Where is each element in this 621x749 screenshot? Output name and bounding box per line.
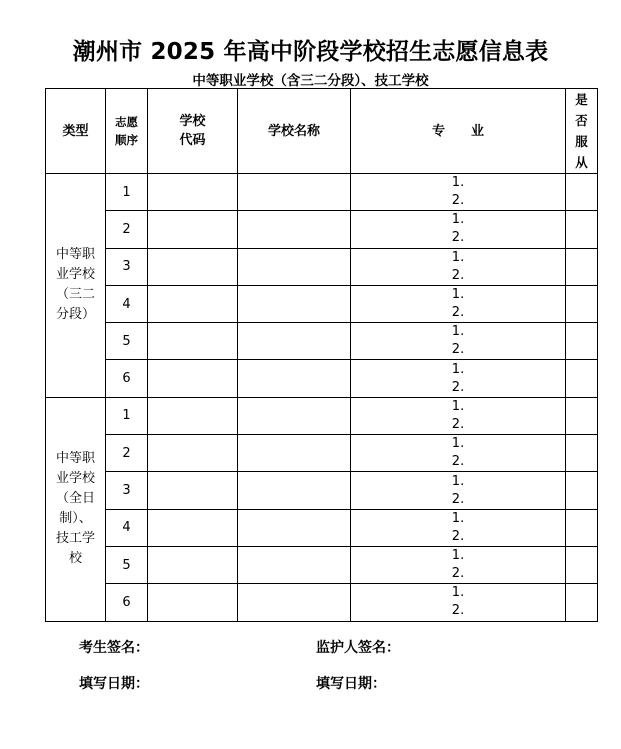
choice-order: 6 xyxy=(106,360,148,397)
school-name-cell[interactable] xyxy=(238,211,351,248)
school-code-cell[interactable] xyxy=(148,285,238,322)
school-code-cell[interactable] xyxy=(148,509,238,546)
group-type-line: 中等职 xyxy=(55,451,95,467)
choice-order: 4 xyxy=(106,509,148,546)
major-item-number: 2. xyxy=(451,305,465,321)
choice-order: 2 xyxy=(106,211,148,248)
major-item-number: 2. xyxy=(451,342,465,358)
choice-order: 5 xyxy=(106,546,148,583)
major-item-number: 1. xyxy=(451,361,465,377)
school-name-cell[interactable] xyxy=(238,397,351,434)
choice-row xyxy=(46,546,598,583)
major-item-number: 2. xyxy=(451,193,465,209)
school-name-cell[interactable] xyxy=(238,435,351,472)
major-item-number: 2. xyxy=(451,267,465,283)
major-cell[interactable] xyxy=(351,546,566,583)
header-obey-4: 从 xyxy=(575,155,588,170)
major-cell[interactable] xyxy=(351,323,566,360)
major-item-number: 1. xyxy=(451,324,465,340)
group-type-label xyxy=(46,397,106,621)
major-item-number: 2. xyxy=(451,603,465,619)
header-row xyxy=(46,89,598,174)
obey-cell[interactable] xyxy=(566,174,598,211)
major-item-number: 2. xyxy=(451,491,465,507)
obey-cell[interactable] xyxy=(566,285,598,322)
obey-cell[interactable] xyxy=(566,584,598,621)
group-type-line: 中等职 xyxy=(55,247,95,263)
school-name-cell[interactable] xyxy=(238,360,351,397)
school-code-cell[interactable] xyxy=(148,435,238,472)
choice-order: 5 xyxy=(106,323,148,360)
school-code-cell[interactable] xyxy=(148,360,238,397)
form-title: 潮州市 2025 年高中阶段学校招生志愿信息表 xyxy=(72,39,549,65)
major-item-number: 1. xyxy=(451,287,465,303)
application-table xyxy=(45,88,598,622)
guardian-date-label: 填写日期： xyxy=(316,676,386,692)
school-name-cell[interactable] xyxy=(238,323,351,360)
school-name-cell[interactable] xyxy=(238,248,351,285)
school-name-cell[interactable] xyxy=(238,546,351,583)
header-obey xyxy=(566,89,598,174)
header-code-line1: 学校 xyxy=(179,114,206,129)
school-name-cell[interactable] xyxy=(238,285,351,322)
major-item-number: 1. xyxy=(451,175,465,191)
choice-row xyxy=(46,285,598,322)
choice-row xyxy=(46,509,598,546)
obey-cell[interactable] xyxy=(566,323,598,360)
guardian-signature-label: 监护人签名： xyxy=(316,640,400,656)
obey-cell[interactable] xyxy=(566,472,598,509)
major-cell[interactable] xyxy=(351,584,566,621)
choice-row xyxy=(46,397,598,434)
choice-order: 3 xyxy=(106,472,148,509)
obey-cell[interactable] xyxy=(566,397,598,434)
choice-row xyxy=(46,435,598,472)
header-obey-2: 否 xyxy=(575,113,588,128)
major-item-number: 2. xyxy=(451,230,465,246)
major-cell[interactable] xyxy=(351,435,566,472)
header-school-name: 学校名称 xyxy=(238,89,351,174)
major-item-number: 1. xyxy=(451,510,465,526)
choice-row xyxy=(46,323,598,360)
school-code-cell[interactable] xyxy=(148,397,238,434)
school-name-cell[interactable] xyxy=(238,584,351,621)
header-obey-1: 是 xyxy=(575,92,588,107)
school-code-cell[interactable] xyxy=(148,546,238,583)
header-school-code xyxy=(148,89,238,174)
header-order-line1: 志愿 xyxy=(115,115,138,129)
major-item-number: 2. xyxy=(451,416,465,432)
header-major: 专 业 xyxy=(351,89,566,174)
obey-cell[interactable] xyxy=(566,248,598,285)
school-name-cell[interactable] xyxy=(238,174,351,211)
choice-order: 2 xyxy=(106,435,148,472)
header-obey-3: 服 xyxy=(575,134,588,149)
major-cell[interactable] xyxy=(351,248,566,285)
school-code-cell[interactable] xyxy=(148,174,238,211)
choice-order: 4 xyxy=(106,285,148,322)
group-type-line: 分段） xyxy=(55,307,95,323)
choice-row xyxy=(46,174,598,211)
choice-row xyxy=(46,472,598,509)
major-cell[interactable] xyxy=(351,509,566,546)
obey-cell[interactable] xyxy=(566,546,598,583)
major-item-number: 1. xyxy=(451,249,465,265)
major-cell[interactable] xyxy=(351,211,566,248)
major-cell[interactable] xyxy=(351,472,566,509)
major-cell[interactable] xyxy=(351,174,566,211)
major-cell[interactable] xyxy=(351,360,566,397)
school-code-cell[interactable] xyxy=(148,584,238,621)
student-signature-label: 考生签名： xyxy=(79,640,149,656)
school-code-cell[interactable] xyxy=(148,472,238,509)
school-code-cell[interactable] xyxy=(148,323,238,360)
choice-order: 6 xyxy=(106,584,148,621)
school-name-cell[interactable] xyxy=(238,509,351,546)
group-type-line: （全日 xyxy=(55,491,95,507)
major-item-number: 1. xyxy=(451,548,465,564)
major-item-number: 1. xyxy=(451,436,465,452)
major-item-number: 1. xyxy=(451,212,465,228)
obey-cell[interactable] xyxy=(566,435,598,472)
obey-cell[interactable] xyxy=(566,360,598,397)
group-type-line: 业学校 xyxy=(55,267,95,283)
school-code-cell[interactable] xyxy=(148,211,238,248)
header-code-line2: 代码 xyxy=(179,133,206,148)
student-date-label: 填写日期： xyxy=(79,676,149,692)
choice-row xyxy=(46,584,598,621)
choice-order: 3 xyxy=(106,248,148,285)
major-item-number: 2. xyxy=(451,528,465,544)
choice-order: 1 xyxy=(106,174,148,211)
major-cell[interactable] xyxy=(351,285,566,322)
header-type: 类型 xyxy=(46,89,106,174)
group-type-line: 技工学 xyxy=(55,531,95,547)
group-type-line: 制）、 xyxy=(59,511,92,527)
group-type-line: 业学校 xyxy=(55,471,95,487)
major-item-number: 1. xyxy=(451,473,465,489)
major-item-number: 2. xyxy=(451,454,465,470)
header-order-line2: 顺序 xyxy=(115,133,138,147)
choice-row xyxy=(46,360,598,397)
obey-cell[interactable] xyxy=(566,211,598,248)
major-item-number: 1. xyxy=(451,398,465,414)
choice-row xyxy=(46,211,598,248)
header-order xyxy=(106,89,148,174)
form-subtitle: 中等职业学校（含三二分段）、技工学校 xyxy=(192,73,429,89)
major-cell[interactable] xyxy=(351,397,566,434)
choice-order: 1 xyxy=(106,397,148,434)
major-item-number: 1. xyxy=(451,585,465,601)
school-name-cell[interactable] xyxy=(238,472,351,509)
group-type-label xyxy=(46,174,106,398)
obey-cell[interactable] xyxy=(566,509,598,546)
major-item-number: 2. xyxy=(451,566,465,582)
choice-row xyxy=(46,248,598,285)
major-item-number: 2. xyxy=(451,379,465,395)
group-type-line: （三二 xyxy=(55,287,95,303)
school-code-cell[interactable] xyxy=(148,248,238,285)
group-type-line: 校 xyxy=(68,551,82,567)
